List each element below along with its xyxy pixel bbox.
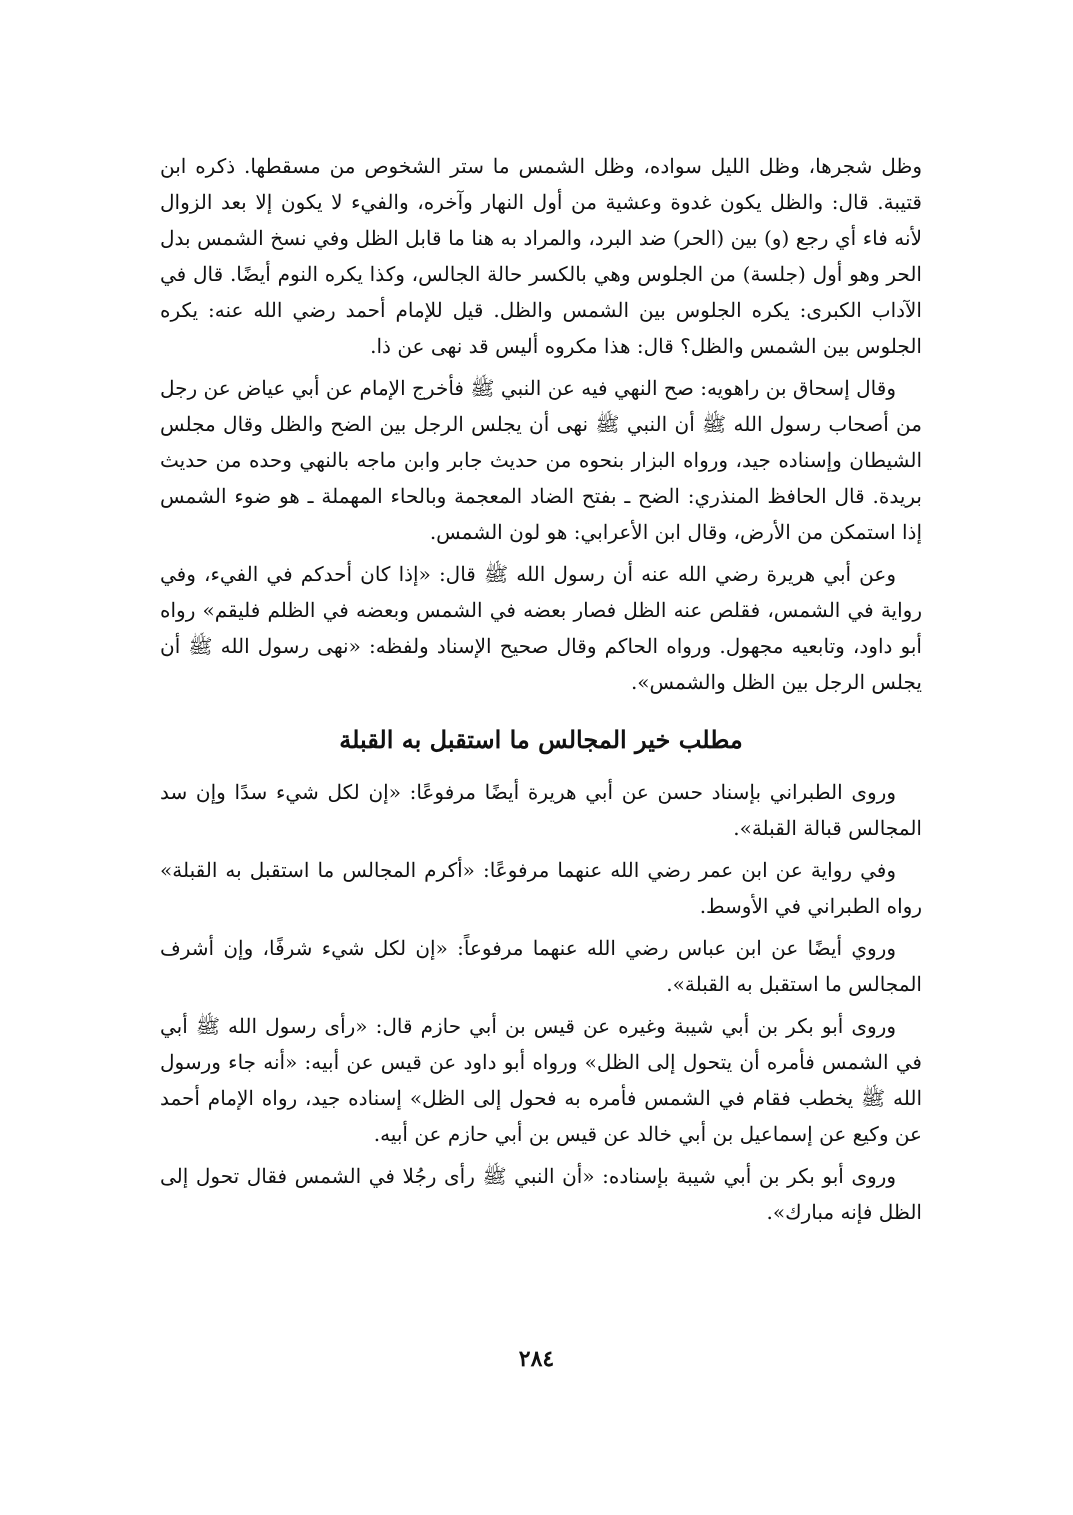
paragraph-5: وفي رواية عن ابن عمر رضي الله عنهما مرفوعًا: «أكرم المجالس ما استقبل به القبلة» رواه الطبراني في الأوسط. — [160, 858, 922, 918]
page-number: ٢٨٤ — [518, 1346, 555, 1372]
paragraph-6: وروي أيضًا عن ابن عباس رضي الله عنهما مرفوعاً: «إن لكل شيء شرفًا، وإن أشرف المجالس ما استقبل به القبلة». — [160, 936, 922, 996]
paragraph-1: وظل شجرها، وظل الليل سواده، وظل الشمس ما ستر الشخوص من مسقطها. ذكره ابن قتيبة. قال: والظل يكون غدوة وعشية من أول النهار وآخره، والفيء لا يكون إلا بعد الزوال لأنه فاء أي رجع (و) بين (الحر) ضد البرد، والمراد به هنا ما قابل الظل وفي نسخ الشمس بدل الحر وهو أول (جلسة) من الجلوس وهي بالكسر حالة الجالس، وكذا يكره النوم أيضًا. قال في الآداب الكبرى: يكره الجلوس بين الشمس والظل. قيل للإمام أحمد رضي الله عنه: يكره الجلوس بين الشمس والظل؟ قال: هذا مكروه أليس قد نهى عن ذا. — [160, 154, 923, 358]
paragraph-3: وعن أبي هريرة رضي الله عنه أن رسول الله ﷺ قال: «إذا كان أحدكم في الفيء، وفي رواية في الشمس، فقلص عنه الظل فصار بعضه في الشمس وبعضه في الظلم فليقم» رواه أبو داود، وتابعيه مجهول. ورواه الحاكم وقال صحيح الإسناد ولفظه: «نهى رسول الله ﷺ أن يجلس الرجل بين الظل والشمس». — [160, 562, 922, 694]
paragraph-2: وقال إسحاق بن راهويه: صح النهي فيه عن النبي ﷺ فأخرج الإمام عن أبي عياض عن رجل من أصحاب رسول الله ﷺ أن النبي ﷺ نهى أن يجلس الرجل بين الضح والظل وقال مجلس الشيطان وإسناده جيد، ورواه البزار بنحوه من حديث جابر وابن ماجه بالنهي وحده من حديث بريدة. قال الحافظ المنذري: الضح ـ بفتح الضاد المعجمة وبالحاء المهملة ـ هو ضوء الشمس إذا استمكن من الأرض، وقال ابن الأعرابي: هو لون الشمس. — [160, 376, 922, 544]
paragraph-8: وروى أبو بكر بن أبي شيبة بإسناده: «أن النبي ﷺ رأى رجُلا في الشمس فقال تحول إلى الظل فإنه مبارك». — [160, 1164, 922, 1224]
paragraph-4: وروى الطبراني بإسناد حسن عن أبي هريرة أيضًا مرفوعًا: «إن لكل شيء سدًا وإن سد المجالس قبالة القبلة». — [160, 780, 922, 840]
paragraph-7: وروى أبو بكر بن أبي شيبة وغيره عن قيس بن أبي حازم قال: «رأى رسول الله ﷺ أبي في الشمس فأمره أن يتحول إلى الظل» ورواه أبو داود عن قيس عن أبيه: «أنه جاء ورسول الله ﷺ يخطب فقام في الشمس فأمره به فحول إلى الظل» إسناده جيد، رواه الإمام أحمد عن وكيع عن إسماعيل بن أبي خالد عن قيس بن أبي حازم عن أبيه. — [160, 1014, 922, 1146]
page-body — [160, 148, 922, 1236]
section-heading: مطلب خير المجالس ما استقبل به القبلة — [339, 725, 743, 754]
